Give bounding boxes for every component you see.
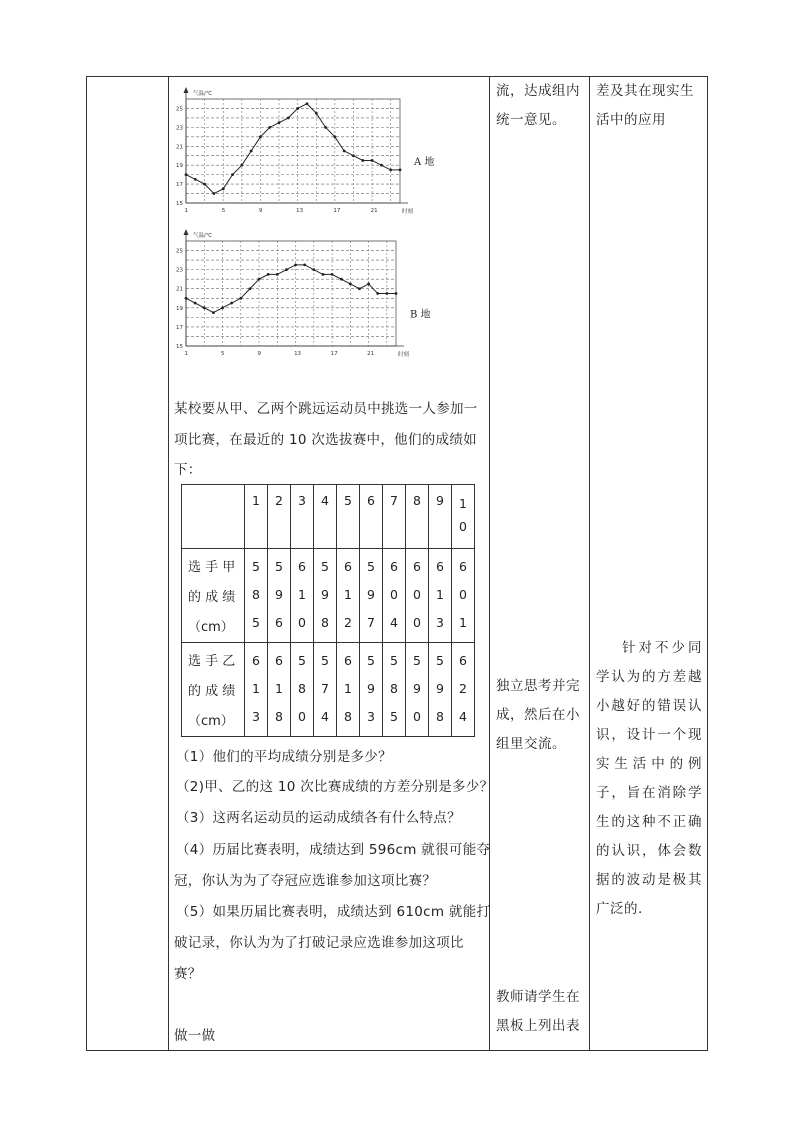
- header-digit: 1: [459, 496, 467, 512]
- score-cell: [337, 549, 360, 643]
- score-digit: 5: [390, 709, 398, 725]
- score-digit: 0: [459, 587, 467, 603]
- data-point: [399, 169, 402, 172]
- header-cell: 2: [268, 485, 291, 549]
- data-point: [343, 150, 346, 153]
- score-cell: [383, 549, 406, 643]
- score-digit: 6: [344, 653, 352, 669]
- data-point: [312, 268, 315, 271]
- y-tick-label: 17: [176, 182, 183, 189]
- data-point: [185, 173, 188, 176]
- x-tick-label: 9: [257, 351, 262, 357]
- x-tick-label: 9: [258, 208, 263, 214]
- score-digit: 6: [459, 559, 467, 575]
- header-cell-10: [452, 485, 475, 549]
- score-digit: 5: [298, 653, 306, 669]
- y-tick-label: 19: [176, 163, 183, 170]
- y-tick-label: 21: [176, 286, 183, 293]
- score-digit: 6: [275, 653, 283, 669]
- score-digit: 5: [275, 559, 283, 575]
- header-cell: 3: [291, 485, 314, 549]
- score-digit: 5: [367, 653, 375, 669]
- plot-frame: [186, 99, 400, 203]
- score-digit: 5: [390, 653, 398, 669]
- table-bottom-border: [86, 1050, 708, 1051]
- y-tick-label: 25: [176, 106, 183, 113]
- score-cell: [268, 643, 291, 737]
- score-cell: [268, 549, 291, 643]
- data-point: [315, 112, 318, 115]
- intro-line-3: 下：: [174, 462, 202, 478]
- data-point: [203, 306, 206, 309]
- header-cell: 9: [429, 485, 452, 549]
- row-label-cell: [182, 549, 245, 643]
- data-point: [249, 287, 252, 290]
- data-point: [324, 126, 327, 129]
- data-point: [331, 273, 334, 276]
- score-digit: 9: [367, 587, 375, 603]
- scores-header-row: [182, 485, 475, 549]
- score-digit: 8: [321, 615, 329, 631]
- score-cell: [245, 549, 268, 643]
- score-digit: 9: [413, 681, 421, 697]
- data-point: [352, 154, 355, 157]
- header-cell: 7: [383, 485, 406, 549]
- y-tick-label: 25: [176, 248, 183, 255]
- data-point: [194, 178, 197, 181]
- score-digit: 5: [252, 615, 260, 631]
- score-digit: 1: [275, 681, 283, 697]
- score-digit: 0: [413, 587, 421, 603]
- score-digit: 5: [413, 653, 421, 669]
- data-point: [333, 135, 336, 138]
- score-digit: 3: [367, 709, 375, 725]
- data-point: [258, 278, 261, 281]
- header-empty-cell: [182, 485, 245, 549]
- y-tick-label: 15: [176, 344, 183, 350]
- table-col-divider-3: [589, 76, 590, 1051]
- data-point: [296, 107, 299, 110]
- row-label-line: 的 成 绩: [188, 684, 236, 699]
- score-cell: [245, 643, 268, 737]
- question-3: （3）这两名运动员的运动成绩各有什么特点？: [176, 810, 461, 826]
- x-tick-label: 21: [367, 351, 375, 357]
- data-point: [213, 192, 216, 195]
- score-digit: 3: [252, 709, 260, 725]
- score-digit: 5: [436, 653, 444, 669]
- row-label-cell: [182, 643, 245, 737]
- score-digit: 4: [459, 709, 467, 725]
- place-label: B 地: [410, 309, 431, 321]
- data-point: [212, 311, 215, 314]
- question-5-cont: 破记录，你认为为了打破记录应选谁参加这项比: [174, 935, 464, 951]
- question-1: （1）他们的平均成绩分别是多少？: [176, 749, 392, 765]
- data-point: [358, 287, 361, 290]
- data-point: [250, 150, 253, 153]
- score-digit: 0: [390, 587, 398, 603]
- x-tick-label: 21: [370, 208, 378, 214]
- score-cell: [314, 549, 337, 643]
- score-digit: 7: [367, 615, 375, 631]
- header-cell: 5: [337, 485, 360, 549]
- score-digit: 1: [344, 681, 352, 697]
- y-axis-label: 气温/℃: [193, 233, 213, 239]
- score-digit: 4: [390, 615, 398, 631]
- score-digit: 7: [321, 681, 329, 697]
- score-cell: [406, 643, 429, 737]
- header-cell: 6: [360, 485, 383, 549]
- table-left-border: [86, 76, 87, 1051]
- score-digit: 8: [252, 587, 260, 603]
- score-cell: [452, 549, 475, 643]
- data-point: [278, 121, 281, 124]
- data-point: [239, 297, 242, 300]
- row-label-line: 的 成 绩: [188, 590, 236, 605]
- score-digit: 5: [321, 653, 329, 669]
- data-point: [322, 273, 325, 276]
- data-point: [380, 164, 383, 167]
- table-right-border: [707, 76, 708, 1051]
- score-cell: [383, 643, 406, 737]
- col3-bottom-text: 教师请学生在黑板上列出表: [496, 989, 580, 1034]
- y-axis-label: 气温/℃: [193, 91, 213, 97]
- y-tick-label: 19: [176, 305, 183, 312]
- data-point: [240, 164, 243, 167]
- score-digit: 8: [344, 709, 352, 725]
- scores-table: [181, 484, 475, 737]
- header-cell: 8: [406, 485, 429, 549]
- intro-line-2: 项比赛，在最近的 10 次选拔赛中，他们的成绩如: [174, 432, 477, 448]
- score-digit: 2: [344, 615, 352, 631]
- intro-line-1: 某校要从甲、乙两个跳远运动员中挑选一人参加一: [174, 401, 478, 417]
- x-tick-label: 13: [296, 208, 304, 214]
- data-point: [185, 297, 188, 300]
- score-digit: 1: [436, 587, 444, 603]
- x-tick-label: 5: [221, 351, 225, 357]
- data-point: [385, 292, 388, 295]
- row-label-line: （cm）: [188, 714, 234, 729]
- data-point: [371, 159, 374, 162]
- temperature-series-line: [186, 104, 400, 194]
- row-label-line: 选 手 乙: [188, 654, 236, 669]
- x-tick-label: 1: [184, 351, 188, 357]
- score-digit: 5: [321, 559, 329, 575]
- temperature-chart-a: [170, 80, 450, 218]
- question-5: （5）如果历届比赛表明，成绩达到 610cm 就能打: [176, 904, 491, 920]
- score-digit: 8: [298, 681, 306, 697]
- data-point: [367, 283, 370, 286]
- x-tick-label: 17: [333, 208, 341, 214]
- score-digit: 6: [344, 559, 352, 575]
- data-point: [285, 268, 288, 271]
- score-cell: [314, 643, 337, 737]
- score-digit: 9: [436, 681, 444, 697]
- question-4: （4）历届比赛表明，成绩达到 596cm 就很可能夺: [176, 842, 491, 858]
- score-digit: 0: [298, 709, 306, 725]
- score-digit: 4: [321, 709, 329, 725]
- score-cell: [291, 643, 314, 737]
- score-digit: 2: [459, 681, 467, 697]
- score-digit: 6: [436, 559, 444, 575]
- score-digit: 5: [367, 559, 375, 575]
- data-point: [194, 302, 197, 305]
- place-label: A 地: [414, 157, 435, 169]
- x-tick-label: 17: [330, 351, 338, 357]
- data-point: [303, 263, 306, 266]
- data-point: [361, 159, 364, 162]
- score-digit: 1: [344, 587, 352, 603]
- score-cell: [429, 549, 452, 643]
- scores-row-b: [182, 643, 475, 737]
- score-digit: 6: [390, 559, 398, 575]
- score-digit: 1: [252, 681, 260, 697]
- table-col-divider-1: [168, 76, 169, 1051]
- data-point: [268, 126, 271, 129]
- data-point: [340, 278, 343, 281]
- score-digit: 6: [459, 653, 467, 669]
- score-digit: 8: [390, 681, 398, 697]
- col4-top-text: 差及其在现实生活中的应用: [596, 83, 694, 128]
- score-digit: 9: [367, 681, 375, 697]
- x-axis-label: 时刻: [402, 209, 414, 215]
- y-tick-label: 15: [176, 201, 183, 207]
- score-digit: 3: [436, 615, 444, 631]
- data-point: [389, 169, 392, 172]
- score-digit: 6: [252, 653, 260, 669]
- y-tick-label: 23: [176, 267, 183, 274]
- header-cell: 1: [245, 485, 268, 549]
- col3-mid-text: 独立思考并完成，然后在小组里交流。: [496, 678, 580, 752]
- x-tick-label: 5: [221, 208, 226, 214]
- data-point: [306, 102, 309, 105]
- score-cell: [291, 549, 314, 643]
- score-digit: 6: [413, 559, 421, 575]
- score-digit: 0: [298, 615, 306, 631]
- row-label-line: 选 手 甲: [188, 560, 236, 575]
- data-point: [230, 302, 233, 305]
- header-digit: 0: [459, 519, 467, 535]
- data-point: [276, 273, 279, 276]
- score-digit: 0: [413, 709, 421, 725]
- x-axis-label: 时刻: [398, 352, 410, 358]
- score-digit: 6: [298, 559, 306, 575]
- data-point: [221, 306, 224, 309]
- footer-text: 做一做: [174, 1028, 216, 1044]
- scores-row-a: [182, 549, 475, 643]
- row-label-line: （cm）: [188, 620, 234, 635]
- x-tick-label: 1: [184, 208, 188, 214]
- data-point: [287, 117, 290, 120]
- score-digit: 9: [275, 587, 283, 603]
- col4-mid-text: 针对不少同学认为的方差越小越好的错误认识，设计一个现实生活中的例子，旨在消除学生的这种不正确的认识，体会数据的波动是极其广泛的.: [596, 640, 702, 917]
- score-cell: [429, 643, 452, 737]
- header-digit-stack: [452, 493, 474, 539]
- data-point: [294, 263, 297, 266]
- score-digit: 8: [436, 709, 444, 725]
- data-point: [222, 187, 225, 190]
- col3-top-text: 流，达成组内统一意见。: [496, 83, 580, 128]
- score-digit: 1: [459, 615, 467, 631]
- y-axis-arrow: [184, 229, 189, 235]
- y-tick-label: 23: [176, 125, 183, 132]
- data-point: [395, 292, 398, 295]
- score-digit: 0: [413, 615, 421, 631]
- data-point: [349, 283, 352, 286]
- score-digit: 6: [275, 615, 283, 631]
- score-digit: 5: [252, 559, 260, 575]
- question-5-end: 赛？: [174, 966, 202, 982]
- y-tick-label: 17: [176, 324, 183, 331]
- plot-frame: [186, 241, 396, 346]
- data-point: [267, 273, 270, 276]
- data-point: [203, 183, 206, 186]
- score-cell: [406, 549, 429, 643]
- y-tick-label: 21: [176, 144, 183, 151]
- y-axis-arrow: [184, 87, 189, 93]
- score-cell: [452, 643, 475, 737]
- x-tick-label: 13: [294, 351, 302, 357]
- score-digit: 9: [321, 587, 329, 603]
- temperature-chart-b: [170, 226, 450, 362]
- data-point: [259, 135, 262, 138]
- header-cell: 4: [314, 485, 337, 549]
- question-2: （2)甲、乙的这 10 次比赛成绩的方差分别是多少？: [176, 779, 494, 795]
- score-cell: [337, 643, 360, 737]
- data-point: [376, 292, 379, 295]
- score-cell: [360, 549, 383, 643]
- score-digit: 8: [275, 709, 283, 725]
- score-digit: 1: [298, 587, 306, 603]
- data-point: [231, 173, 234, 176]
- question-4-cont: 冠，你认为为了夺冠应选谁参加这项比赛？: [174, 873, 437, 889]
- score-cell: [360, 643, 383, 737]
